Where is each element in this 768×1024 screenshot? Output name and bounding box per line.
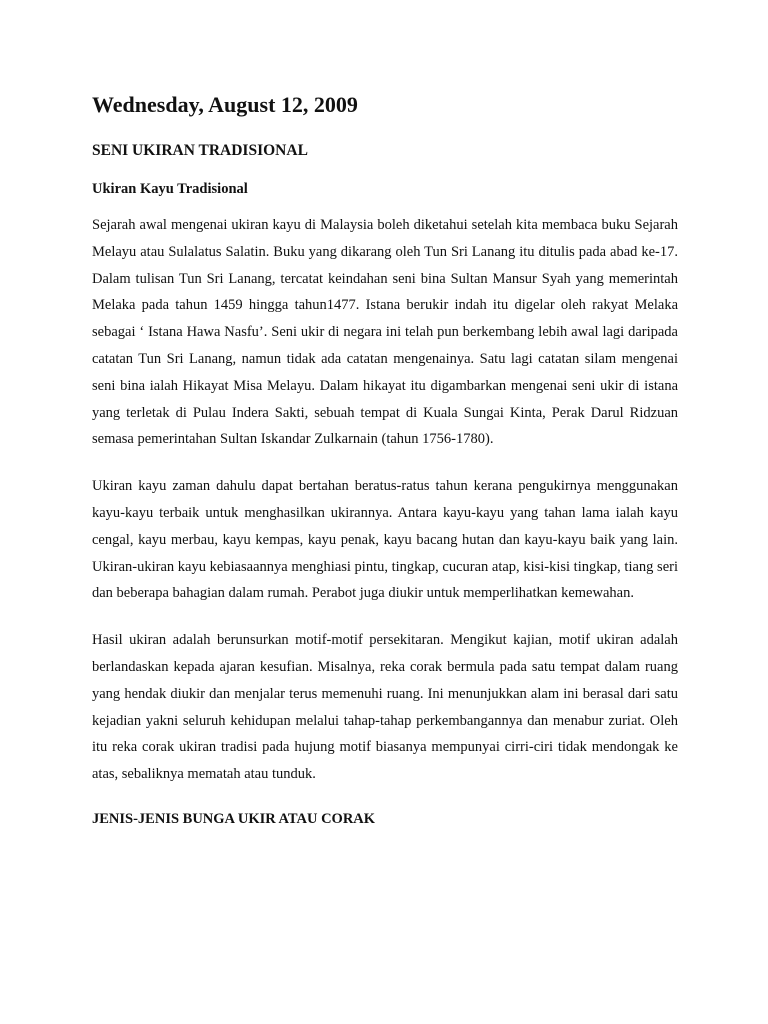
paragraph-2: Ukiran kayu zaman dahulu dapat bertahan beratus-ratus tahun kerana pengukirnya menggunakan kayu-kayu terbaik untuk menghasilkan ukirannya. Antara kayu-kayu yang tahan lama ialah kayu cengal, kayu merbau, kayu kempas, kayu penak, kayu bacang hutan dan kayu-kayu baik yang lain. Ukiran-ukiran kayu kebiasaannya menghiasi pintu, tingkap, cucuran atap, kisi-kisi tingkap, tiang seri dan beberapa bahagian dalam rumah. Perabot juga diukir untuk memperlihatkan kemewahan. — [92, 478, 678, 602]
section-title: SENI UKIRAN TRADISIONAL — [92, 142, 308, 159]
document-page — [92, 90, 678, 830]
date-heading: Wednesday, August 12, 2009 — [92, 92, 358, 117]
section-title-2: JENIS-JENIS BUNGA UKIR ATAU CORAK — [92, 810, 376, 827]
paragraph-3: Hasil ukiran adalah berunsurkan motif-motif persekitaran. Mengikut kajian, motif ukiran adalah berlandaskan kepada ajaran kesufian. Misalnya, reka corak bermula pada satu tempat dalam ruang yang hendak diukir dan menjalar terus memenuhi ruang. Ini menunjukkan alam ini berasal dari satu kejadian yakni seluruh kehidupan melalui tahap-tahap perkembangannya dan menabur zuriat. Oleh itu reka corak ukiran tradisi pada hujung motif biasanya mempunyai cirri-ciri tidak mendongak ke atas, sebaliknya mematah atau tunduk. — [92, 632, 678, 783]
paragraph-1: Sejarah awal mengenai ukiran kayu di Malaysia boleh diketahui setelah kita membaca buku Sejarah Melayu atau Sulalatus Salatin. Buku yang dikarang oleh Tun Sri Lanang itu ditulis pada abad ke-17. Dalam tulisan Tun Sri Lanang, tercatat keindahan seni bina Sultan Mansur Syah yang memerintah Melaka pada tahun 1459 hingga tahun1477. Istana berukir indah itu digelar oleh rakyat Melaka sebagai ‘ Istana Hawa Nasfu’. Seni ukir di negara ini telah pun berkembang lebih awal lagi daripada catatan Tun Sri Lanang, namun tidak ada catatan mengenainya. Satu lagi catatan silam mengenai seni bina ialah Hikayat Misa Melayu. Dalam hikayat itu digambarkan mengenai seni ukir di istana yang terletak di Pulau Indera Sakti, sebuah tempat di Kuala Sungai Kinta, Perak Darul Ridzuan semasa pemerintahan Sultan Iskandar Zulkarnain (tahun 1756-1780). — [92, 217, 678, 448]
sub-title: Ukiran Kayu Tradisional — [92, 181, 248, 197]
